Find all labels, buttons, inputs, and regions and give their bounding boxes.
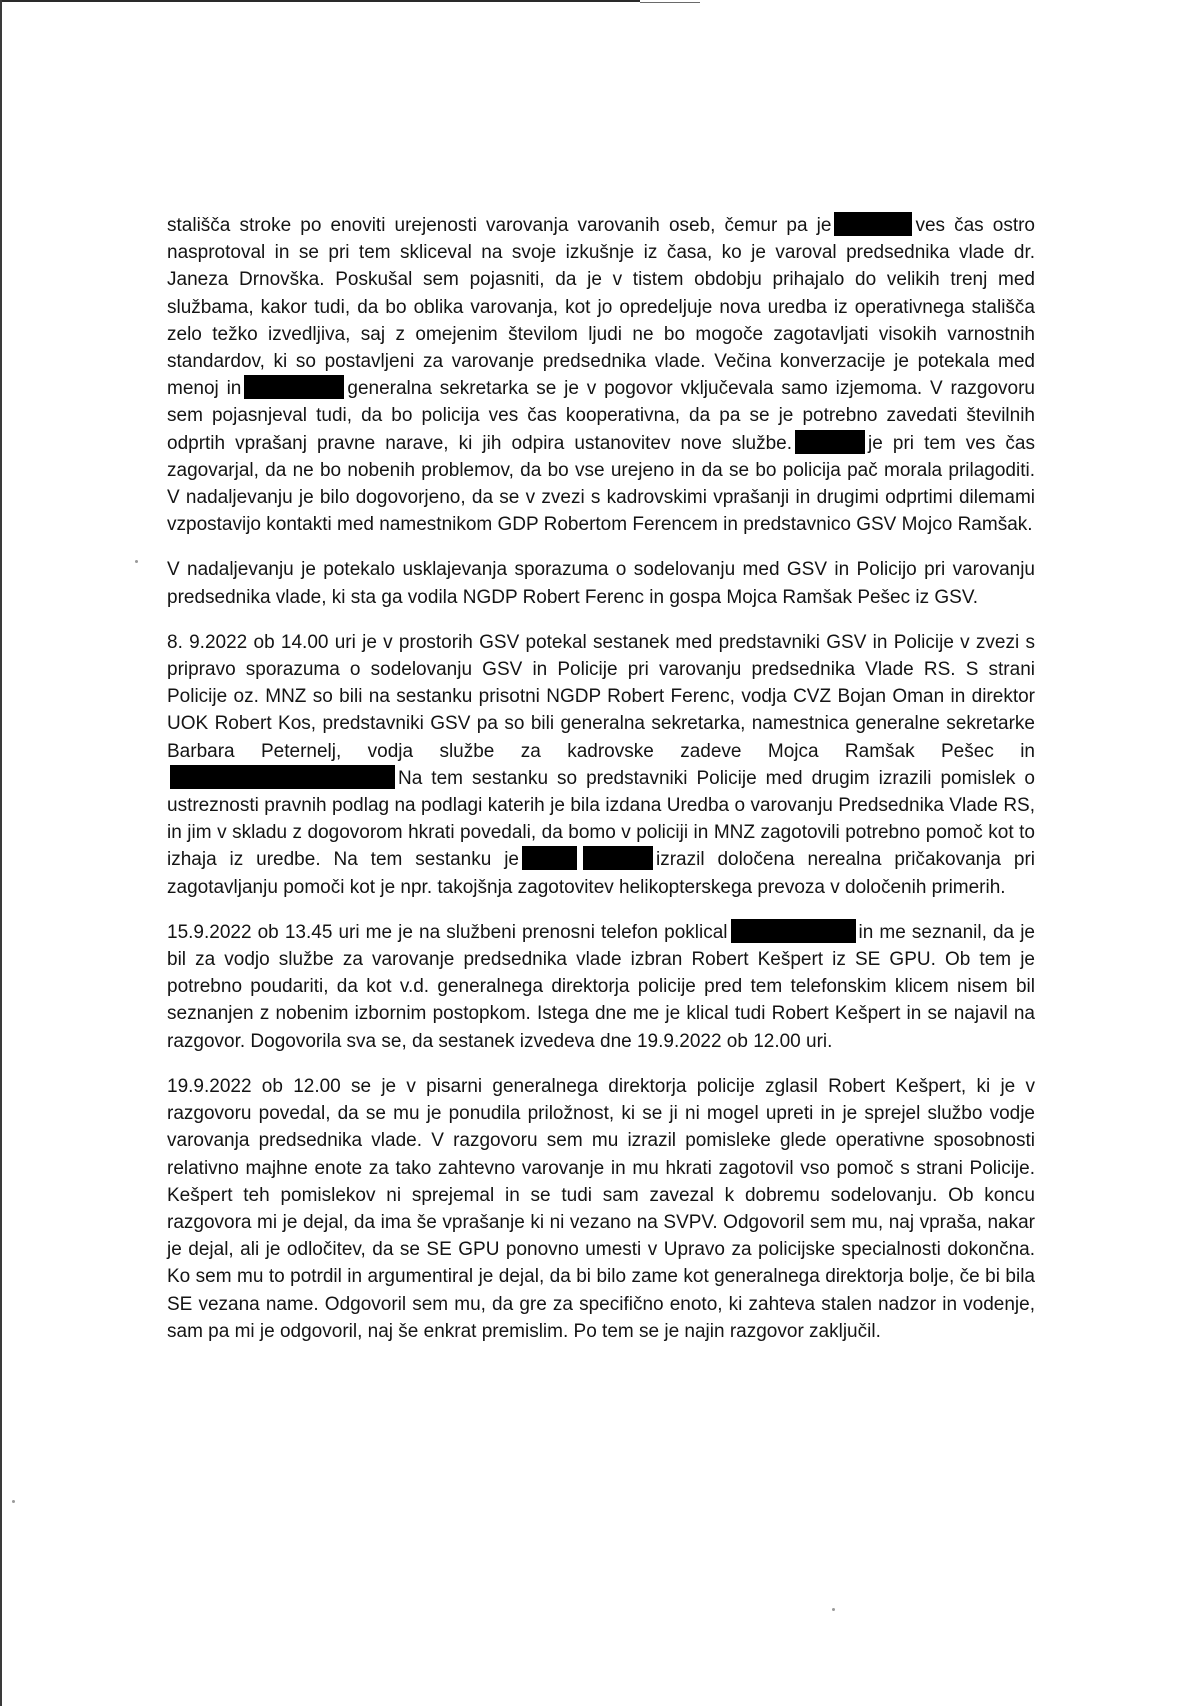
paragraph-3-text-3: izrazil določena nerealna pričakovanja pri zagotavljanju pomoči kot je npr. takojšnja zagotovitev helikopterskega prevoza v določenih primerih.	[167, 849, 1036, 898]
redaction-box	[795, 430, 865, 454]
paragraph-4	[167, 919, 1035, 1055]
redaction-box	[170, 765, 395, 789]
paragraph-4-text-1: 15.9.2022 ob 13.45 uri me je na službeni prenosni telefon poklical	[167, 921, 728, 943]
redaction-box	[834, 212, 912, 236]
paragraph-1-text-4: je pri tem ves čas zagovarjal, da ne bo nobenih problemov, da bo vse urejeno in da se bo policija pač morala prilagoditi. V nadaljevanju je bilo dogovorjeno, da se v zvezi s kadrovskimi vprašanji in drugimi odprtimi dilemami vzpostavijo kontakti med namestnikom GDP Robertom Ferencem in predstavnico GSV Mojco Ramšak.	[167, 432, 1036, 536]
redaction-box	[731, 919, 856, 943]
paragraph-1-text-3: generalna sekretarka se je v pogovor vključevala samo izjemoma. V razgovoru sem pojasnjeval tudi, da bo policija ves čas kooperativna, da pa se je potrebno zavedati številnih odprtih vprašanj pravne narave, ki jih odpira ustanovitev nove službe.	[167, 378, 1035, 454]
scan-edge-top-fragment	[640, 2, 700, 3]
redaction-box	[244, 375, 344, 399]
paragraph-1	[167, 212, 1035, 538]
paragraph-2	[167, 556, 1035, 610]
redaction-box	[583, 846, 653, 870]
scan-speck	[832, 1608, 835, 1611]
paragraph-3	[167, 629, 1035, 901]
paragraph-3-text-2: Na tem sestanku so predstavniki Policije med drugim izrazili pomislek o ustreznosti pravnih podlag na podlagi katerih je bila izdana Uredba o varovanju Predsednika Vlade RS, in jim v skladu z dogovorom hkrati povedali, da bomo v policiji in MNZ zagotovili potrebno pomoč kot to izhaja iz uredbe. Na tem sestanku je	[167, 767, 1035, 871]
paragraph-2-text-1: V nadaljevanju je potekalo usklajevanja sporazuma o sodelovanju med GSV in Policijo pri varovanju predsednika vlade, ki sta ga vodila NGDP Robert Ferenc in gospa Mojca Ramšak Pešec iz GSV.	[167, 559, 1035, 608]
scan-speck	[135, 560, 138, 563]
scan-speck	[12, 1500, 15, 1503]
paragraph-4-text-2: in me seznanil, da je bil za vodjo službe za varovanje predsednika vlade izbran Robert Kešpert iz SE GPU. Ob tem je potrebno poudariti, da kot v.d. generalnega direktorja policije pred tem telefonskim klicem nisem bil seznanjen z nobenim izbornim postopkom. Istega dne me je klical tudi Robert Kešpert in se najavil na razgovor. Dogovorila sva se, da sestanek izvedeva dne 19.9.2022 ob 12.00 uri.	[167, 921, 1035, 1052]
scan-edge-top	[0, 0, 640, 2]
document-body	[167, 212, 1035, 1345]
paragraph-1-text-1: stališča stroke po enoviti urejenosti varovanja varovanih oseb, čemur pa je	[167, 215, 832, 236]
scan-edge-left	[0, 0, 2, 1706]
paragraph-3-text-1: 8. 9.2022 ob 14.00 uri je v prostorih GSV potekal sestanek med predstavniki GSV in Policije v zvezi s pripravo sporazuma o sodelovanju GSV in Policije pri varovanju predsednika Vlade RS. S strani Policije oz. MNZ so bili na sestanku prisotni NGDP Robert Ferenc, vodja CVZ Bojan Oman in direktor UOK Robert Kos, predstavniki GSV pa so bili generalna sekretarka, namestnica generalne sekretarke Barbara Peternelj, vodja službe za kadrovske zadeve Mojca Ramšak Pešec in	[167, 631, 1035, 762]
redaction-box	[522, 846, 577, 870]
paragraph-5	[167, 1073, 1035, 1345]
paragraph-5-text-1: 19.9.2022 ob 12.00 se je v pisarni generalnega direktorja policije zglasil Robert Kešpert, ki je v razgovoru povedal, da se mu je ponudila priložnost, ki se ji ni mogel upreti in je sprejel službo vodje varovanja predsednika vlade. V razgovoru sem mu izrazil pomisleke glede operativne sposobnosti relativno majhne enote za tako zahtevno varovanje in mu hkrati zagotovil vso pomoč s strani Policije. Kešpert teh pomislekov ni sprejemal in se tudi sam zavezal k dobremu sodelovanju. Ob koncu razgovora mi je dejal, da ima še vprašanje ki ni vezano na SVPV. Odgovoril sem mu, naj vpraša, nakar je dejal, ali je odločitev, da se SE GPU ponovno umesti v Upravo za policijske specialnosti dokončna. Ko sem mu to potrdil in argumentiral je dejal, da bi bilo zame kot generalnega direktorja bolje, če bi bila SE vezana name. Odgovoril sem mu, da gre za specifično enoto, ki zahteva stalen nadzor in vodenje, sam pa mi je odgovoril, naj še enkrat premislim. Po tem se je najin razgovor zaključil.	[167, 1075, 1035, 1342]
paragraph-1-text-2: ves čas ostro nasprotoval in se pri tem skliceval na svoje izkušnje iz časa, ko je varoval predsednika vlade dr. Janeza Drnovška. Poskušal sem pojasniti, da je v tistem obdobju prihajalo do velikih trenj med službama, kakor tudi, da bo oblika varovanja, kot jo opredeljuje nova uredba iz operativnega stališča zelo težko izvedljiva, saj z omejenim številom ljudi ne bo mogoče zagotavljati visokih varnostnih standardov, ki so postavljeni za varovanje predsednika vlade. Večina konverzacije je potekala med menoj in	[167, 215, 1035, 400]
